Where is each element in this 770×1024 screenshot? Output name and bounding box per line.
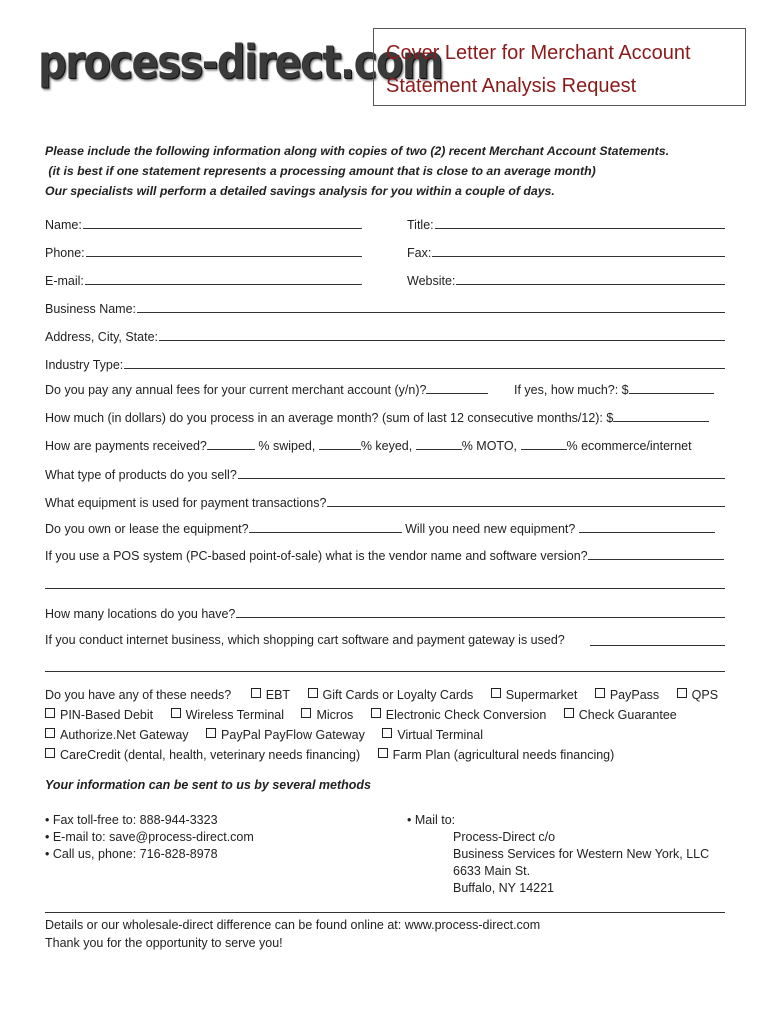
annual-fees-blank[interactable] [426, 381, 488, 394]
internet-label: If you conduct internet business, which shopping cart software and payment gateway is used? [45, 633, 565, 647]
checkbox[interactable] [595, 688, 605, 698]
mail-to-block [407, 812, 709, 897]
need-farm-plan[interactable]: Farm Plan (agricultural needs financing) [378, 748, 615, 762]
checkbox[interactable] [564, 708, 574, 718]
needs-row-2 [45, 706, 725, 724]
checkbox[interactable] [378, 748, 388, 758]
fax-method: • Fax toll-free to: 888-944-3323 [45, 813, 218, 827]
payments-label: How are payments received? [45, 439, 207, 453]
checkbox[interactable] [677, 688, 687, 698]
title-field[interactable] [407, 214, 725, 232]
methods-title: Your information can be sent to us by several methods [45, 778, 371, 792]
intro-line-1: Please include the following information along with copies of two (2) recent Merchant Account Statements. [45, 144, 670, 158]
footer-divider [45, 912, 725, 913]
need-wireless[interactable]: Wireless Terminal [171, 708, 284, 722]
intro-line-2: (it is best if one statement represents a processing amount that is close to an average month) [45, 164, 596, 178]
needs-row-4 [45, 746, 725, 764]
name-field[interactable] [45, 214, 362, 232]
own-lease-label: Do you own or lease the equipment? [45, 522, 249, 536]
phone-label: Phone: [45, 246, 85, 260]
locations-label: How many locations do you have? [45, 607, 236, 621]
title-label: Title: [407, 218, 434, 232]
website-label: Website: [407, 274, 456, 288]
fax-field[interactable] [407, 242, 725, 260]
checkbox[interactable] [251, 688, 261, 698]
keyed-blank[interactable] [319, 437, 361, 450]
products-field[interactable] [45, 464, 725, 482]
need-pin-debit[interactable]: PIN-Based Debit [45, 708, 153, 722]
own-lease-blank[interactable] [249, 520, 402, 533]
need-check-conversion[interactable]: Electronic Check Conversion [371, 708, 547, 722]
own-lease-question [45, 520, 725, 538]
title-box [373, 28, 746, 106]
checkbox[interactable] [308, 688, 318, 698]
intro-text [45, 141, 735, 201]
new-equipment-label: Will you need new equipment? [401, 522, 579, 536]
contact-methods-list [45, 812, 254, 863]
process-direct-logo: process-direct.com [38, 36, 442, 90]
needs-row-1 [45, 686, 725, 704]
industry-field[interactable] [45, 354, 725, 372]
call-method: • Call us, phone: 716-828-8978 [45, 847, 218, 861]
products-label: What type of products do you sell? [45, 468, 237, 482]
avg-month-question [45, 409, 725, 427]
need-qps[interactable]: QPS [677, 688, 718, 702]
intro-line-3: Our specialists will perform a detailed savings analysis for you within a couple of days. [45, 184, 555, 198]
mail-label: • Mail to: [407, 813, 456, 827]
business-name-label: Business Name: [45, 302, 137, 316]
avg-month-label: How much (in dollars) do you process in an average month? (sum of last 12 consecutive months/12): $ [45, 411, 614, 425]
footer [45, 916, 540, 952]
needs-row-3 [45, 726, 725, 744]
annual-fees-label: Do you pay any annual fees for your current merchant account (y/n)? [45, 383, 427, 397]
internet-question [45, 631, 725, 649]
need-paypass[interactable]: PayPass [595, 688, 659, 702]
footer-thanks: Thank you for the opportunity to serve you! [45, 936, 283, 950]
keyed-label: % keyed, [360, 439, 416, 453]
swiped-label: % swiped, [254, 439, 319, 453]
need-supermarket[interactable]: Supermarket [491, 688, 578, 702]
email-label: E-mail: [45, 274, 84, 288]
new-equipment-blank[interactable] [579, 520, 715, 533]
checkbox[interactable] [491, 688, 501, 698]
equipment-field[interactable] [45, 492, 725, 510]
pos-question [45, 547, 725, 565]
mail-address: Process-Direct c/o Business Services for Western New York, LLC 6633 Main St. Buffalo, NY 14221 [453, 830, 710, 895]
equipment-label: What equipment is used for payment transactions? [45, 496, 327, 510]
swiped-blank[interactable] [207, 437, 255, 450]
email-method[interactable]: • E-mail to: save@process-direct.com [45, 830, 254, 844]
name-label: Name: [45, 218, 82, 232]
ecommerce-label: % ecommerce/internet [566, 439, 692, 453]
page-title-line2: Statement Analysis Request [386, 75, 637, 97]
pos-blank[interactable] [588, 547, 724, 560]
how-much-blank[interactable] [629, 381, 714, 394]
website-field[interactable] [407, 270, 725, 288]
pos-label: If you use a POS system (PC-based point-of-sale) what is the vendor name and software version? [45, 549, 588, 563]
industry-label: Industry Type: [45, 358, 124, 372]
avg-month-blank[interactable] [613, 409, 709, 422]
address-field[interactable] [45, 326, 725, 344]
address-label: Address, City, State: [45, 330, 159, 344]
need-virtual-terminal[interactable]: Virtual Terminal [382, 728, 483, 742]
annual-fees-question [45, 381, 725, 399]
checkbox[interactable] [45, 748, 55, 758]
locations-field[interactable] [45, 603, 725, 621]
need-check-guarantee[interactable]: Check Guarantee [564, 708, 677, 722]
needs-label: Do you have any of these needs? [45, 688, 232, 702]
checkbox[interactable] [382, 728, 392, 738]
need-paypal-payflow[interactable]: PayPal PayFlow Gateway [206, 728, 365, 742]
moto-label: % MOTO, [461, 439, 521, 453]
page-title-line1: Cover Letter for Merchant Account [386, 42, 691, 64]
checkbox[interactable] [171, 708, 181, 718]
need-carecredit[interactable]: CareCredit (dental, health, veterinary needs financing) [45, 748, 360, 762]
checkbox[interactable] [206, 728, 216, 738]
email-field[interactable] [45, 270, 362, 288]
business-name-field[interactable] [45, 298, 725, 316]
checkbox[interactable] [45, 728, 55, 738]
need-authorize-net[interactable]: Authorize.Net Gateway [45, 728, 189, 742]
moto-blank[interactable] [416, 437, 462, 450]
ecommerce-blank[interactable] [521, 437, 567, 450]
internet-blank[interactable] [590, 633, 725, 646]
payments-question [45, 437, 725, 455]
checkbox[interactable] [45, 708, 55, 718]
footer-website-line[interactable]: Details or our wholesale-direct difference can be found online at: www.process-direct.com [45, 918, 541, 932]
checkbox[interactable] [301, 708, 311, 718]
need-ebt[interactable]: EBT [251, 688, 290, 702]
fax-label: Fax: [407, 246, 432, 260]
pos-extra-line[interactable] [45, 588, 725, 589]
internet-extra-line[interactable] [45, 671, 725, 672]
need-gift-cards[interactable]: Gift Cards or Loyalty Cards [308, 688, 474, 702]
checkbox[interactable] [371, 708, 381, 718]
how-much-label: If yes, how much?: $ [514, 383, 629, 397]
phone-field[interactable] [45, 242, 362, 260]
need-micros[interactable]: Micros [301, 708, 353, 722]
